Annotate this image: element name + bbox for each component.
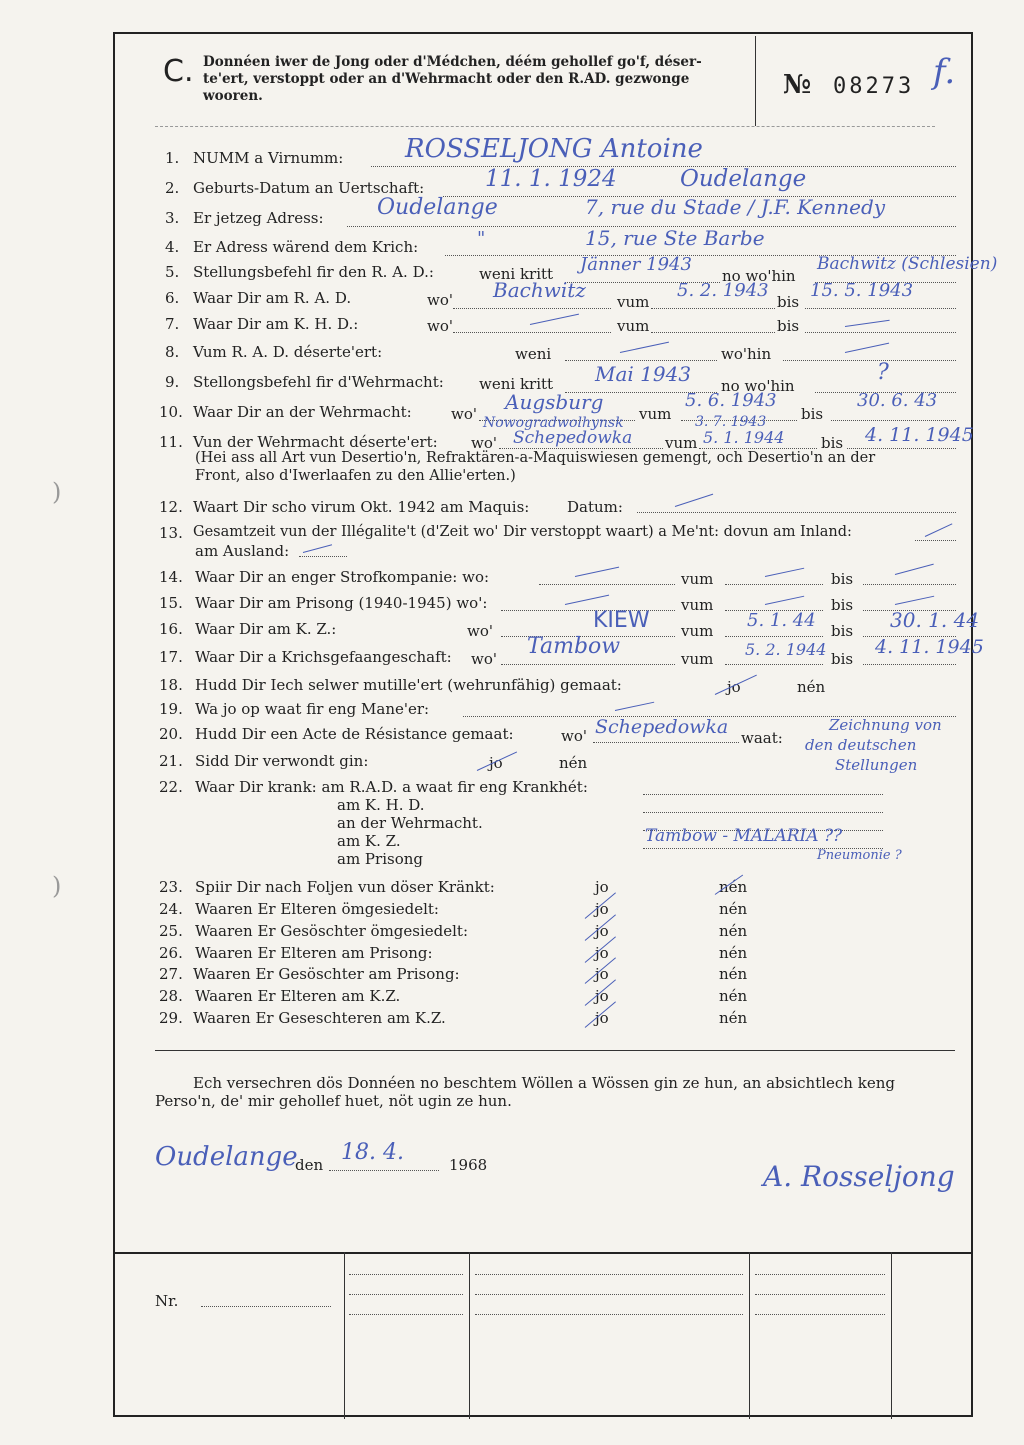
signature-name: A. Rosseljong xyxy=(763,1160,955,1193)
cross-out-stroke xyxy=(925,523,953,537)
field-label: Hudd Dir Iech selwer mutille'ert (wehrunfähig) gemaat: xyxy=(195,676,622,694)
field-label: wo' xyxy=(467,622,493,640)
field-label: Hudd Dir een Acte de Résistance gemaat: xyxy=(195,725,514,743)
line-number: 7. xyxy=(165,315,180,333)
field-label: wo' xyxy=(471,434,497,452)
field-label: Waar Dir an enger Strofkompanie: wo: xyxy=(195,568,490,586)
rad-place-value: Bachwitz xyxy=(493,278,586,302)
field-label: Waaren Er Elteren am K.Z. xyxy=(195,987,401,1005)
form-number: 08273 xyxy=(833,74,915,99)
field-label: bis xyxy=(831,596,854,614)
field-dots xyxy=(725,584,823,585)
footer-divider xyxy=(344,1252,345,1419)
line-number: 5. xyxy=(165,263,180,281)
field-label: bis xyxy=(801,405,824,423)
field-dots xyxy=(593,742,739,743)
desertion-note: (Hei ass all Art vun Desertio'n, Refraktären-a-Maquiswiesen gemengt, och Desertio'n an der xyxy=(195,450,876,466)
header-rule xyxy=(155,126,935,127)
wehrmacht-place-value: Augsburg xyxy=(505,390,604,414)
field-label: Gesamtzeit vun der Illégalite't (d'Zeit wo' Dir verstoppt waart) a Me'nt: dovun am Inland: xyxy=(193,524,852,540)
rad-order-date-value: Jänner 1943 xyxy=(580,254,692,275)
field-label: Datum: xyxy=(567,498,623,516)
field-label: Waaren Er Elteren am Prisong: xyxy=(195,944,433,962)
footer-dots xyxy=(755,1274,885,1275)
field-label: Waar Dir am R. A. D. xyxy=(193,289,352,307)
line-number: 13. xyxy=(159,524,183,542)
field-label: Er Adress wärend dem Krich: xyxy=(193,238,419,256)
field-label: Waar Dir a Krichsgefaangeschaft: xyxy=(195,648,452,666)
option-nen: nén xyxy=(719,1009,748,1027)
cross-out-stroke xyxy=(303,544,332,553)
line-number: 23. xyxy=(159,878,183,896)
cross-out-stroke xyxy=(620,342,669,353)
option-jo: jo xyxy=(595,965,609,983)
option-nen: nén xyxy=(559,754,588,772)
field-label: vum xyxy=(665,434,698,452)
wehrmacht-from2-value: 3. 7. 1943 xyxy=(695,414,767,430)
wehrmacht-to-value: 30. 6. 43 xyxy=(857,390,938,411)
field-dots xyxy=(329,1170,439,1171)
field-label: vum xyxy=(681,622,714,640)
kz-place-value: KIEW xyxy=(593,608,650,633)
field-label: vum xyxy=(617,317,650,335)
line-number: 20. xyxy=(159,725,183,743)
footer-dots xyxy=(349,1314,463,1315)
wehrmacht-place2-value: Nowogradwolhynsk xyxy=(483,415,624,431)
line-number: 14. xyxy=(159,568,183,586)
form-title xyxy=(203,54,743,105)
desertion-to-value: 4. 11. 1945 xyxy=(865,424,974,446)
option-nen: nén xyxy=(719,944,748,962)
field-dots xyxy=(371,166,956,167)
cross-out-stroke xyxy=(565,595,609,605)
option-nen: nén xyxy=(719,987,748,1005)
cross-out-stroke xyxy=(895,564,934,575)
field-dots xyxy=(453,332,611,333)
field-label: Waar Dir am K. H. D.: xyxy=(193,315,359,333)
footer-dots xyxy=(349,1274,463,1275)
current-street-value: 7, rue du Stade / J.F. Kennedy xyxy=(585,195,886,219)
field-label: weni xyxy=(515,345,552,363)
footer-rule xyxy=(115,1252,971,1254)
field-label: bis xyxy=(777,293,800,311)
resistance-what-line: den deutschen xyxy=(805,736,917,754)
line-number: 8. xyxy=(165,343,180,361)
field-label: no wo'hin xyxy=(722,267,796,285)
cross-out-stroke xyxy=(765,568,804,577)
field-dots xyxy=(643,794,883,795)
birth-place-value: Oudelange xyxy=(680,166,807,192)
footer-divider xyxy=(469,1252,470,1419)
field-dots xyxy=(831,420,956,421)
option-jo: jo xyxy=(595,1009,609,1027)
option-nen: nén xyxy=(797,678,826,696)
punch-hole-mark: ) xyxy=(52,478,62,506)
field-dots xyxy=(651,308,775,309)
den-label: den xyxy=(295,1156,324,1174)
resistance-what-line: Stellungen xyxy=(835,756,918,774)
field-label: Er jetzeg Adress: xyxy=(193,209,324,227)
cross-out-stroke xyxy=(575,567,619,577)
field-dots xyxy=(725,664,823,665)
field-label: wo'hin xyxy=(721,345,772,363)
line-number: 16. xyxy=(159,620,183,638)
field-dots xyxy=(805,308,956,309)
field-dots xyxy=(915,540,956,541)
footer-divider xyxy=(749,1252,750,1419)
field-label: weni kritt xyxy=(479,375,554,393)
desertion-place-value: Schepedowka xyxy=(513,428,633,448)
field-label: Waar Dir am K. Z.: xyxy=(195,620,337,638)
field-label: vum xyxy=(681,570,714,588)
cross-out-stroke xyxy=(675,494,713,507)
field-label: Waaren Er Gesöschter ömgesiedelt: xyxy=(195,922,469,940)
option-jo: jo xyxy=(595,922,609,940)
field-label: Vun der Wehrmacht déserte'ert: xyxy=(193,433,438,451)
field-label: vum xyxy=(617,293,650,311)
form-title-line: wooren. xyxy=(203,88,263,104)
footer-dots xyxy=(349,1294,463,1295)
field-label: bis xyxy=(777,317,800,335)
pow-place-value: Tambow xyxy=(527,634,621,659)
line-number: 24. xyxy=(159,900,183,918)
sub-label: am Prisong xyxy=(337,850,423,868)
field-dots xyxy=(783,360,956,361)
footer-dots xyxy=(475,1314,743,1315)
field-dots xyxy=(501,664,675,665)
form-frame xyxy=(113,32,998,1417)
signature-date: 18. 4. xyxy=(341,1140,404,1165)
field-label: Waaren Er Gesöschter am Prisong: xyxy=(193,965,460,983)
line-number: 19. xyxy=(159,700,183,718)
pow-from-value: 5. 2. 1944 xyxy=(745,640,827,659)
section-rule xyxy=(155,1050,955,1051)
field-label: Waar Dir am Prisong (1940-1945) wo': xyxy=(195,594,488,612)
field-dots xyxy=(637,512,956,513)
footer-dots xyxy=(475,1274,743,1275)
field-label: Waaren Er Elteren ömgesiedelt: xyxy=(195,900,439,918)
sub-label: am K. H. D. xyxy=(337,796,425,814)
sub-label: am K. Z. xyxy=(337,832,401,850)
field-label: Vum R. A. D. déserte'ert: xyxy=(193,343,383,361)
option-nen: nén xyxy=(719,878,748,896)
pow-to-value: 4. 11. 1945 xyxy=(875,636,984,658)
cross-out-stroke xyxy=(845,320,890,327)
option-jo: jo xyxy=(489,754,503,772)
field-label: Sidd Dir verwondt gin: xyxy=(195,752,369,770)
option-jo: jo xyxy=(595,987,609,1005)
field-dots xyxy=(651,332,775,333)
rad-order-place-value: Bachwitz (Schlesien) xyxy=(817,254,998,274)
field-label: weni kritt xyxy=(479,265,554,283)
field-label: wo' xyxy=(427,317,453,335)
field-label: no wo'hin xyxy=(721,377,795,395)
line-number: 25. xyxy=(159,922,183,940)
field-label: Spiir Dir nach Foljen vun döser Kränkt: xyxy=(195,878,495,896)
option-jo: jo xyxy=(595,878,609,896)
line-number: 22. xyxy=(159,778,183,796)
field-label: Stellongsbefehl fir d'Wehrmacht: xyxy=(193,373,444,391)
option-nen: nén xyxy=(719,922,748,940)
field-label: Waart Dir scho virum Okt. 1942 am Maquis: xyxy=(193,498,530,516)
number-symbol: № xyxy=(783,70,812,100)
punch-hole-mark: ) xyxy=(52,872,62,900)
field-dots xyxy=(299,556,347,557)
field-label: bis xyxy=(831,650,854,668)
field-label: wo' xyxy=(427,291,453,309)
illness-value: Tambow - MALARIA ?? xyxy=(645,826,843,846)
rad-from-value: 5. 2. 1943 xyxy=(677,280,769,301)
wehrmacht-order-date-value: Mai 1943 xyxy=(595,362,692,386)
field-dots xyxy=(565,360,717,361)
illness-sub-value: Pneumonie ? xyxy=(817,848,902,863)
declaration-text: Ech versechren dös Donnéen no beschtem Wöllen a Wössen gin ze hun, an absichtlech keng xyxy=(193,1074,895,1092)
line-number: 18. xyxy=(159,676,183,694)
section-letter: C. xyxy=(163,54,194,89)
field-label: bis xyxy=(831,622,854,640)
field-dots xyxy=(699,448,817,449)
signature-year: 1968 xyxy=(449,1156,488,1174)
cross-out-stroke xyxy=(530,314,579,325)
declaration-text: Perso'n, de' mir gehollef huet, nöt ugin ze hun. xyxy=(155,1092,512,1110)
kz-to-value: 30. 1. 44 xyxy=(890,608,980,632)
signature-place: Oudelange xyxy=(155,1142,298,1172)
field-dots xyxy=(847,448,956,449)
field-label: vum xyxy=(681,650,714,668)
line-number: 21. xyxy=(159,752,183,770)
field-dots xyxy=(863,664,956,665)
line-number: 6. xyxy=(165,289,180,307)
field-label: Wa jo op waat fir eng Mane'er: xyxy=(195,700,430,718)
field-label: Waaren Er Geseschteren am K.Z. xyxy=(193,1009,446,1027)
field-label: Stellungsbefehl fir den R. A. D.: xyxy=(193,263,434,281)
option-jo: jo xyxy=(595,944,609,962)
field-label: bis xyxy=(831,570,854,588)
field-label: wo' xyxy=(561,727,587,745)
line-number: 9. xyxy=(165,373,180,391)
desertion-from-value: 5. 1. 1944 xyxy=(703,428,785,447)
cross-out-stroke xyxy=(765,596,804,605)
line-number: 4. xyxy=(165,238,180,256)
field-label: Waar Dir an der Wehrmacht: xyxy=(193,403,412,421)
line-number: 27. xyxy=(159,965,183,983)
field-label: NUMM a Virnumm: xyxy=(193,149,344,167)
birth-date-value: 11. 1. 1924 xyxy=(485,166,617,192)
field-label: Waar Dir krank: am R.A.D. a waat fir eng Krankhét: xyxy=(195,778,588,796)
resistance-place-value: Schepedowka xyxy=(595,716,729,738)
name-value: ROSSELJONG Antoine xyxy=(405,134,703,164)
field-dots xyxy=(453,308,611,309)
option-jo: jo xyxy=(727,678,741,696)
current-place-value: Oudelange xyxy=(377,195,498,220)
sub-label: an der Wehrmacht. xyxy=(337,814,483,832)
line-number: 1. xyxy=(165,149,180,167)
field-label: waat: xyxy=(741,729,783,747)
option-nen: nén xyxy=(719,965,748,983)
line-number: 11. xyxy=(159,433,183,451)
resistance-what-line: Zeichnung von xyxy=(829,716,942,734)
field-dots xyxy=(201,1306,331,1307)
rad-to-value: 15. 5. 1943 xyxy=(810,280,914,301)
footer-dots xyxy=(475,1294,743,1295)
field-label: Geburts-Datum an Uertschaft: xyxy=(193,179,425,197)
line-number: 3. xyxy=(165,209,180,227)
line-number: 26. xyxy=(159,944,183,962)
line-number: 2. xyxy=(165,179,180,197)
line-number: 12. xyxy=(159,498,183,516)
field-label: vum xyxy=(639,405,672,423)
footer-dots xyxy=(755,1314,885,1315)
option-jo: jo xyxy=(595,900,609,918)
field-label: bis xyxy=(821,434,844,452)
field-dots xyxy=(499,448,663,449)
war-address-value: 15, rue Ste Barbe xyxy=(585,226,765,250)
line-number: 28. xyxy=(159,987,183,1005)
kz-from-value: 5. 1. 44 xyxy=(747,610,816,631)
footer-dots xyxy=(755,1294,885,1295)
ditto-mark: " xyxy=(477,228,486,249)
cross-out-stroke xyxy=(895,596,934,605)
form-title-line: Donnéen iwer de Jong oder d'Médchen, déém gehollef go'f, déser- xyxy=(203,54,702,70)
line-number: 17. xyxy=(159,648,183,666)
corner-mark: f. xyxy=(933,52,956,92)
line-number: 10. xyxy=(159,403,183,421)
field-dots xyxy=(725,636,823,637)
field-label: wo' xyxy=(451,405,477,423)
field-dots xyxy=(805,332,956,333)
line-number: 15. xyxy=(159,594,183,612)
wehrmacht-order-place-value: ? xyxy=(877,360,889,385)
line-number: 29. xyxy=(159,1009,183,1027)
field-label: am Ausland: xyxy=(195,542,290,560)
field-dots xyxy=(539,584,675,585)
field-label: vum xyxy=(681,596,714,614)
field-dots xyxy=(643,812,883,813)
header-divider xyxy=(755,36,756,126)
desertion-note: Front, also d'Iwerlaafen zu den Allie'erten.) xyxy=(195,468,516,484)
wehrmacht-from-value: 5. 6. 1943 xyxy=(685,390,777,411)
cross-out-stroke xyxy=(845,343,889,353)
option-nen: nén xyxy=(719,900,748,918)
form-title-line: te'ert, verstoppt oder an d'Wehrmacht oder den R.AD. gezwonge xyxy=(203,71,690,87)
cross-out-stroke xyxy=(615,702,654,711)
footer-divider xyxy=(891,1252,892,1419)
field-label: wo' xyxy=(471,650,497,668)
nr-label: Nr. xyxy=(155,1292,179,1310)
field-dots xyxy=(863,584,956,585)
